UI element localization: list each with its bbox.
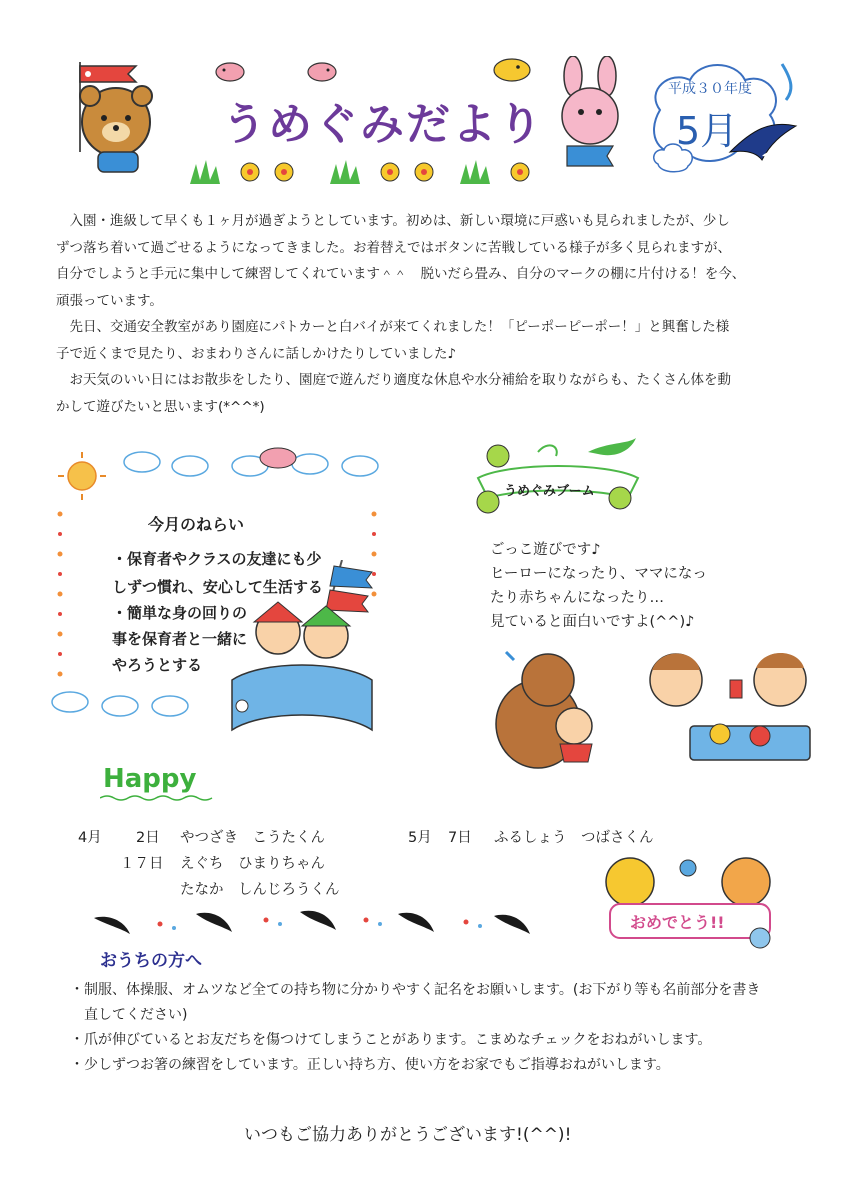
badge-year: 平成３０年度 — [668, 81, 752, 97]
intro-line: 先日、交通安全教室があり園庭にパトカーと白バイが来てくれました！「ピーポーピーポー！」と興奮した様 — [56, 319, 730, 335]
home-note: 直してください) — [70, 1007, 188, 1023]
birthday-day: 7日 — [448, 830, 472, 846]
boom-label: うめぐみブーム — [504, 484, 595, 499]
home-note: ・制服、体操服、オムツなど全ての持ち物に分かりやすく記名をお願いします。(お下がり等も名前部分を書き — [70, 982, 761, 998]
happy-heading: Happy — [103, 764, 197, 794]
aims-line: やろうとする — [112, 656, 203, 674]
intro-line: 子で近くまで見たり、おまわりさんに話しかけたりしていました♪ — [56, 345, 457, 362]
birthday-month: 5月 — [408, 830, 432, 846]
smiling-cloud-icon — [650, 140, 696, 176]
intro-line: 頑張っています。 — [56, 292, 163, 309]
bird-icon — [210, 56, 350, 86]
badge-month: 5月 — [676, 109, 739, 153]
home-notes — [70, 978, 810, 1078]
grass-and-flowers-decoration — [180, 150, 550, 186]
happy-underline — [100, 794, 214, 802]
intro-line: かして遊びたいと思います(*^^*) — [56, 398, 265, 415]
aims-line: ・簡単な身の回りの — [112, 604, 248, 622]
boom-line: ヒーローになったり、ママになっ — [490, 566, 707, 582]
aims-line: しずつ慣れ、安心して生活する — [112, 578, 323, 596]
rabbit-mascot — [545, 56, 635, 178]
aims-line: ・保育者やクラスの友達にも少 — [112, 550, 322, 568]
intro-line: 自分でしようと手元に集中して練習してくれています＾＾ 脱いだら畳み、自分のマークの棚に片付ける！を今、 — [56, 266, 746, 282]
aims-line: 事を保育者と一緒に — [112, 630, 248, 648]
congrats-card-illustration — [594, 856, 784, 952]
birthday-name: えぐち ひまりちゃん — [180, 856, 325, 872]
boom-line: たり赤ちゃんになったり… — [490, 590, 664, 606]
swallow-icon — [722, 60, 802, 170]
home-note: ・爪が伸びているとお友だちを傷つけてしまうことがあります。こまめなチェックをおねがいします。 — [70, 1032, 712, 1048]
intro-line: 入園・進級して早くも１ヶ月が過ぎようとしています。初めは、新しい環境に戸惑いも見られましたが、少し — [56, 213, 730, 229]
swallow-divider — [90, 904, 540, 944]
boom-line: 見ていると面白いですよ(^^)♪ — [490, 614, 695, 630]
closing-thanks: いつもご協力ありがとうございます!(^^)! — [244, 1125, 572, 1145]
home-heading: おうちの方へ — [100, 951, 202, 971]
birthday-day: １７日 — [120, 856, 164, 872]
aims-title: 今月のねらい — [148, 515, 245, 534]
boom-banner — [468, 432, 648, 522]
children-on-carp-illustration — [222, 560, 382, 740]
intro-line: お天気のいい日にはお散歩をしたり、園庭で遊んだり適度な休息や水分補給を取りながらも、たくさん体を動 — [56, 372, 731, 388]
birthday-name: たなか しんじろうくん — [180, 882, 340, 898]
birthday-month: 4月 — [78, 830, 102, 846]
kids-playing-house-illustration — [630, 640, 820, 766]
newsletter-title: うめぐみだより — [222, 99, 544, 150]
bear-mascot — [58, 52, 170, 182]
intro-line: ずつ落ち着いて過ごせるようになってきました。お着替えではボタンに苦戦している様子が多く見られますが、 — [56, 239, 731, 256]
congrats-card-text: おめでとう!! — [630, 913, 725, 932]
home-note: ・少しずつお箸の練習をしています。正しい持ち方、使い方をお家でもご指導おねがいします。 — [70, 1057, 670, 1073]
bear-hug-illustration — [488, 644, 608, 774]
intro-text — [56, 208, 816, 420]
birthday-name: やつざき こうたくん — [180, 830, 325, 846]
boom-line: ごっこ遊びです♪ — [490, 542, 601, 558]
yellow-bird-icon — [480, 54, 540, 84]
birthday-day: 2日 — [136, 830, 160, 846]
birthday-name: ふるしょう つばさくん — [494, 830, 654, 846]
